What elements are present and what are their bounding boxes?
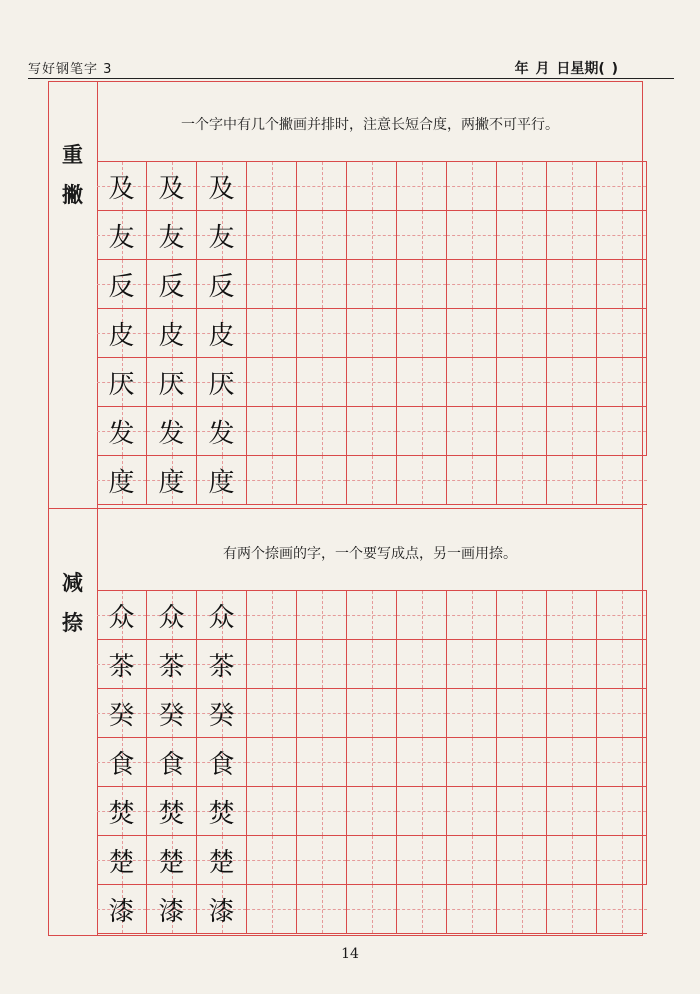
blank-practice-cell bbox=[447, 260, 497, 309]
model-char-cell bbox=[197, 738, 247, 787]
blank-practice-cell bbox=[597, 358, 647, 407]
blank-practice-cell bbox=[547, 211, 597, 260]
blank-practice-cell bbox=[397, 640, 447, 689]
blank-practice-cell bbox=[347, 591, 397, 640]
model-char: 癸 bbox=[208, 700, 235, 731]
blank-practice-cell bbox=[347, 211, 397, 260]
model-char-cell bbox=[97, 407, 147, 456]
model-char-cell bbox=[97, 640, 147, 689]
blank-practice-cell bbox=[347, 738, 397, 787]
blank-practice-cell bbox=[247, 211, 297, 260]
blank-practice-cell bbox=[547, 738, 597, 787]
blank-practice-cell bbox=[347, 162, 397, 211]
blank-practice-cell bbox=[597, 836, 647, 885]
model-char-cell bbox=[147, 260, 197, 309]
blank-practice-cell bbox=[247, 407, 297, 456]
model-char: 友 bbox=[158, 222, 185, 253]
blank-practice-cell bbox=[347, 309, 397, 358]
blank-practice-cell bbox=[247, 162, 297, 211]
blank-practice-cell bbox=[597, 640, 647, 689]
model-char: 食 bbox=[158, 749, 185, 780]
blank-practice-cell bbox=[297, 885, 347, 934]
blank-practice-cell bbox=[547, 358, 597, 407]
blank-practice-cell bbox=[297, 407, 347, 456]
model-char-cell bbox=[97, 738, 147, 787]
model-char: 厌 bbox=[108, 369, 135, 400]
section-label-2 bbox=[48, 563, 97, 643]
blank-practice-cell bbox=[447, 689, 497, 738]
model-char: 及 bbox=[208, 173, 235, 204]
blank-practice-cell bbox=[497, 358, 547, 407]
blank-practice-cell bbox=[547, 787, 597, 836]
blank-practice-cell bbox=[297, 260, 347, 309]
model-char-cell bbox=[197, 640, 247, 689]
blank-practice-cell bbox=[297, 640, 347, 689]
blank-practice-cell bbox=[297, 591, 347, 640]
model-char-cell bbox=[147, 591, 197, 640]
blank-practice-cell bbox=[547, 309, 597, 358]
model-char-cell bbox=[147, 211, 197, 260]
blank-practice-cell bbox=[297, 836, 347, 885]
model-char: 反 bbox=[108, 271, 135, 302]
blank-practice-cell bbox=[547, 689, 597, 738]
blank-practice-cell bbox=[247, 836, 297, 885]
model-char-cell bbox=[97, 689, 147, 738]
model-char: 茶 bbox=[158, 651, 185, 682]
model-char-cell bbox=[197, 309, 247, 358]
model-char: 反 bbox=[208, 271, 235, 302]
model-char: 发 bbox=[158, 418, 185, 449]
model-char-cell bbox=[97, 162, 147, 211]
model-char: 及 bbox=[108, 173, 135, 204]
blank-practice-cell bbox=[347, 836, 397, 885]
blank-practice-cell bbox=[547, 456, 597, 505]
model-char: 漆 bbox=[208, 896, 235, 927]
blank-practice-cell bbox=[497, 162, 547, 211]
blank-practice-cell bbox=[597, 885, 647, 934]
blank-practice-cell bbox=[397, 211, 447, 260]
model-char-cell bbox=[97, 591, 147, 640]
model-char-cell bbox=[147, 162, 197, 211]
model-char: 楚 bbox=[158, 847, 185, 878]
blank-practice-cell bbox=[597, 309, 647, 358]
model-char: 焚 bbox=[208, 798, 235, 829]
blank-practice-cell bbox=[397, 689, 447, 738]
blank-practice-cell bbox=[547, 162, 597, 211]
blank-practice-cell bbox=[247, 358, 297, 407]
blank-practice-cell bbox=[497, 836, 547, 885]
blank-practice-cell bbox=[447, 407, 497, 456]
model-char: 众 bbox=[108, 602, 135, 633]
model-char: 焚 bbox=[108, 798, 135, 829]
practice-grid-1 bbox=[97, 161, 647, 505]
blank-practice-cell bbox=[347, 640, 397, 689]
blank-practice-cell bbox=[547, 407, 597, 456]
section-label-2-char-1: 减 bbox=[62, 571, 83, 595]
blank-practice-cell bbox=[347, 260, 397, 309]
blank-practice-cell bbox=[397, 787, 447, 836]
blank-practice-cell bbox=[597, 456, 647, 505]
model-char-cell bbox=[147, 640, 197, 689]
model-char: 癸 bbox=[108, 700, 135, 731]
model-char: 发 bbox=[208, 418, 235, 449]
model-char-cell bbox=[197, 885, 247, 934]
blank-practice-cell bbox=[297, 162, 347, 211]
blank-practice-cell bbox=[447, 211, 497, 260]
model-char: 众 bbox=[158, 602, 185, 633]
model-char-cell bbox=[197, 689, 247, 738]
blank-practice-cell bbox=[397, 591, 447, 640]
blank-practice-cell bbox=[347, 787, 397, 836]
section-label-1-char-2: 撇 bbox=[62, 183, 83, 207]
model-char-cell bbox=[97, 358, 147, 407]
blank-practice-cell bbox=[297, 211, 347, 260]
blank-practice-cell bbox=[597, 260, 647, 309]
model-char: 度 bbox=[158, 467, 185, 498]
model-char-cell bbox=[147, 836, 197, 885]
blank-practice-cell bbox=[497, 591, 547, 640]
model-char-cell bbox=[197, 260, 247, 309]
model-char: 度 bbox=[108, 467, 135, 498]
blank-practice-cell bbox=[497, 456, 547, 505]
blank-practice-cell bbox=[597, 211, 647, 260]
blank-practice-cell bbox=[497, 211, 547, 260]
model-char: 食 bbox=[108, 749, 135, 780]
model-char-cell bbox=[97, 787, 147, 836]
blank-practice-cell bbox=[297, 309, 347, 358]
model-char: 漆 bbox=[158, 896, 185, 927]
blank-practice-cell bbox=[247, 309, 297, 358]
model-char-cell bbox=[147, 456, 197, 505]
model-char-cell bbox=[197, 358, 247, 407]
blank-practice-cell bbox=[547, 591, 597, 640]
blank-practice-cell bbox=[347, 689, 397, 738]
blank-practice-cell bbox=[397, 309, 447, 358]
blank-practice-cell bbox=[597, 689, 647, 738]
model-char-cell bbox=[97, 260, 147, 309]
blank-practice-cell bbox=[397, 358, 447, 407]
blank-practice-cell bbox=[397, 456, 447, 505]
blank-practice-cell bbox=[347, 358, 397, 407]
practice-grid-2 bbox=[97, 590, 647, 934]
model-char-cell bbox=[97, 456, 147, 505]
blank-practice-cell bbox=[397, 260, 447, 309]
model-char-cell bbox=[97, 211, 147, 260]
section-label-1 bbox=[48, 135, 97, 215]
blank-practice-cell bbox=[247, 738, 297, 787]
model-char-cell bbox=[147, 787, 197, 836]
model-char: 皮 bbox=[208, 320, 235, 351]
blank-practice-cell bbox=[347, 456, 397, 505]
blank-practice-cell bbox=[447, 456, 497, 505]
blank-practice-cell bbox=[247, 885, 297, 934]
blank-practice-cell bbox=[447, 836, 497, 885]
blank-practice-cell bbox=[447, 787, 497, 836]
instruction-section-1: 一个字中有几个撇画并排时，注意长短合度，两撇不可平行。 bbox=[181, 117, 559, 133]
blank-practice-cell bbox=[447, 885, 497, 934]
page-number: 14 bbox=[341, 946, 359, 962]
model-char: 楚 bbox=[208, 847, 235, 878]
blank-practice-cell bbox=[447, 309, 497, 358]
blank-practice-cell bbox=[397, 162, 447, 211]
blank-practice-cell bbox=[297, 358, 347, 407]
model-char: 茶 bbox=[108, 651, 135, 682]
model-char: 厌 bbox=[158, 369, 185, 400]
model-char-cell bbox=[97, 309, 147, 358]
model-char: 皮 bbox=[108, 320, 135, 351]
model-char: 及 bbox=[158, 173, 185, 204]
header-rule bbox=[28, 78, 674, 79]
model-char-cell bbox=[147, 689, 197, 738]
blank-practice-cell bbox=[447, 640, 497, 689]
model-char-cell bbox=[147, 738, 197, 787]
blank-practice-cell bbox=[297, 456, 347, 505]
blank-practice-cell bbox=[597, 787, 647, 836]
blank-practice-cell bbox=[597, 591, 647, 640]
model-char-cell bbox=[197, 162, 247, 211]
blank-practice-cell bbox=[247, 787, 297, 836]
model-char-cell bbox=[147, 885, 197, 934]
blank-practice-cell bbox=[497, 640, 547, 689]
model-char-cell bbox=[197, 407, 247, 456]
model-char-cell bbox=[147, 358, 197, 407]
blank-practice-cell bbox=[447, 591, 497, 640]
model-char-cell bbox=[97, 836, 147, 885]
model-char: 癸 bbox=[158, 700, 185, 731]
blank-practice-cell bbox=[247, 689, 297, 738]
blank-practice-cell bbox=[547, 260, 597, 309]
blank-practice-cell bbox=[497, 689, 547, 738]
model-char-cell bbox=[197, 836, 247, 885]
blank-practice-cell bbox=[497, 309, 547, 358]
blank-practice-cell bbox=[547, 885, 597, 934]
model-char: 众 bbox=[208, 602, 235, 633]
section-label-2-char-2: 捺 bbox=[62, 611, 83, 635]
section-divider bbox=[48, 508, 643, 509]
blank-practice-cell bbox=[497, 738, 547, 787]
blank-practice-cell bbox=[497, 787, 547, 836]
blank-practice-cell bbox=[397, 885, 447, 934]
blank-practice-cell bbox=[347, 407, 397, 456]
blank-practice-cell bbox=[397, 407, 447, 456]
model-char-cell bbox=[147, 309, 197, 358]
model-char: 食 bbox=[208, 749, 235, 780]
model-char-cell bbox=[197, 211, 247, 260]
blank-practice-cell bbox=[447, 358, 497, 407]
blank-practice-cell bbox=[297, 689, 347, 738]
model-char: 皮 bbox=[158, 320, 185, 351]
model-char: 发 bbox=[108, 418, 135, 449]
blank-practice-cell bbox=[447, 738, 497, 787]
blank-practice-cell bbox=[397, 738, 447, 787]
model-char: 漆 bbox=[108, 896, 135, 927]
blank-practice-cell bbox=[597, 738, 647, 787]
blank-practice-cell bbox=[547, 836, 597, 885]
model-char-cell bbox=[97, 885, 147, 934]
model-char: 楚 bbox=[108, 847, 135, 878]
model-char-cell bbox=[147, 407, 197, 456]
blank-practice-cell bbox=[497, 260, 547, 309]
model-char: 友 bbox=[108, 222, 135, 253]
model-char-cell bbox=[197, 456, 247, 505]
header-book-title: 写好钢笔字 3 bbox=[28, 62, 113, 77]
blank-practice-cell bbox=[397, 836, 447, 885]
blank-practice-cell bbox=[247, 260, 297, 309]
blank-practice-cell bbox=[297, 738, 347, 787]
model-char-cell bbox=[197, 591, 247, 640]
model-char: 友 bbox=[208, 222, 235, 253]
blank-practice-cell bbox=[597, 407, 647, 456]
model-char: 焚 bbox=[158, 798, 185, 829]
blank-practice-cell bbox=[247, 640, 297, 689]
blank-practice-cell bbox=[247, 456, 297, 505]
blank-practice-cell bbox=[447, 162, 497, 211]
blank-practice-cell bbox=[347, 885, 397, 934]
blank-practice-cell bbox=[497, 407, 547, 456]
blank-practice-cell bbox=[247, 591, 297, 640]
model-char: 茶 bbox=[208, 651, 235, 682]
blank-practice-cell bbox=[547, 640, 597, 689]
model-char: 反 bbox=[158, 271, 185, 302]
model-char-cell bbox=[197, 787, 247, 836]
section-label-1-char-1: 重 bbox=[62, 143, 83, 167]
header-date-line: 年 月 日星期( ) bbox=[514, 61, 618, 77]
model-char: 度 bbox=[208, 467, 235, 498]
blank-practice-cell bbox=[597, 162, 647, 211]
blank-practice-cell bbox=[497, 885, 547, 934]
blank-practice-cell bbox=[297, 787, 347, 836]
model-char: 厌 bbox=[208, 369, 235, 400]
instruction-section-2: 有两个捺画的字，一个要写成点，另一画用捺。 bbox=[223, 546, 517, 562]
